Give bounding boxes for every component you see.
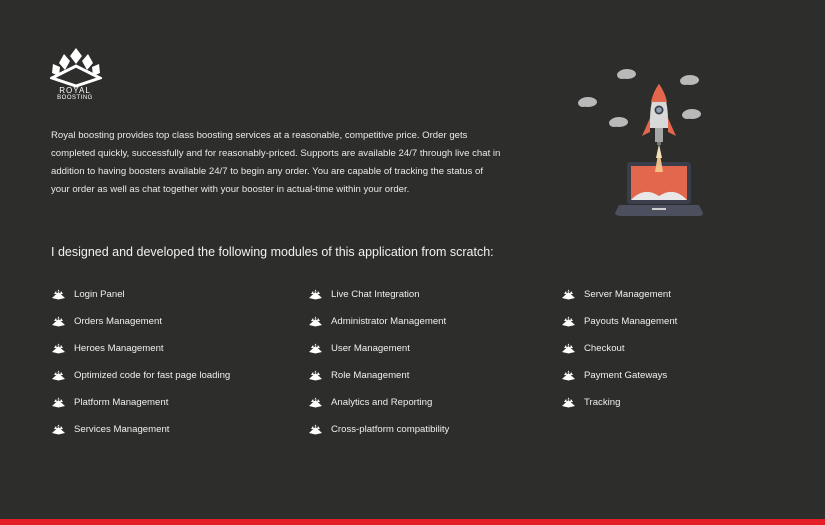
module-label: User Management [331,343,410,354]
module-label: Payment Gateways [584,370,668,381]
royal-crown-bullet-icon [308,289,323,300]
module-item [51,335,230,362]
royal-crown-bullet-icon [308,343,323,354]
module-label: Orders Management [74,316,162,327]
module-item [308,389,449,416]
module-label: Heroes Management [74,343,164,354]
royal-crown-bullet-icon [308,397,323,408]
module-label: Administrator Management [331,316,447,327]
royal-crown-bullet-icon [308,370,323,381]
royal-crown-bullet-icon [561,316,576,327]
module-item [308,335,449,362]
module-label: Payouts Management [584,316,678,327]
module-item [561,389,677,416]
cloud-icon [578,69,701,127]
royal-crown-bullet-icon [308,424,323,435]
module-item [51,281,230,308]
module-item [308,416,449,443]
module-item [51,416,230,443]
module-label: Login Panel [74,289,125,300]
royal-crown-bullet-icon [51,343,66,354]
modules-column-2 [308,281,449,443]
module-label: Live Chat Integration [331,289,420,300]
modules-column-3 [561,281,677,416]
module-label: Services Management [74,424,170,435]
logo-wordmark: ROYAL [59,86,91,95]
module-item [561,362,677,389]
royal-crown-bullet-icon [51,370,66,381]
module-label: Optimized code for fast page loading [74,370,231,381]
modules-heading: I designed and developed the following modules of this application from scratch: [51,245,494,259]
royal-crown-bullet-icon [51,289,66,300]
module-label: Tracking [584,397,621,408]
module-item [561,335,677,362]
module-item [561,281,677,308]
royal-crown-bullet-icon [561,397,576,408]
royal-crown-bullet-icon [51,397,66,408]
royal-crown-bullet-icon [561,289,576,300]
module-item [51,389,230,416]
module-label: Role Management [331,370,410,381]
logo-subtitle: BOOSTING [57,95,93,101]
module-item [51,308,230,335]
royal-crown-bullet-icon [51,424,66,435]
module-label: Analytics and Reporting [331,397,433,408]
module-item [561,308,677,335]
footer-accent-bar [0,519,825,525]
module-item [308,281,449,308]
project-description: Royal boosting provides top class boosting services at a reasonable, competitive price. Order gets completed quickly, successfully and for reasonably-priced. Supports are available 24/7 through live chat in addition to having boosters available 24/7 to begin any order. You are capable of tracking the status of your order as well as chat together with your booster in actual-time within your order. [51,130,501,195]
rocket-laptop-illustration [572,62,712,222]
module-item [308,362,449,389]
module-label: Platform Management [74,397,169,408]
module-label: Server Management [584,289,671,300]
module-label: Cross-platform compatibility [331,424,450,435]
royal-crown-bullet-icon [561,343,576,354]
module-item [51,362,230,389]
modules-column-1 [51,281,230,443]
royal-crown-bullet-icon [51,316,66,327]
royal-crown-bullet-icon [308,316,323,327]
module-item [308,308,449,335]
royal-crown-bullet-icon [561,370,576,381]
module-label: Checkout [584,343,625,354]
rocket-icon [642,84,676,172]
